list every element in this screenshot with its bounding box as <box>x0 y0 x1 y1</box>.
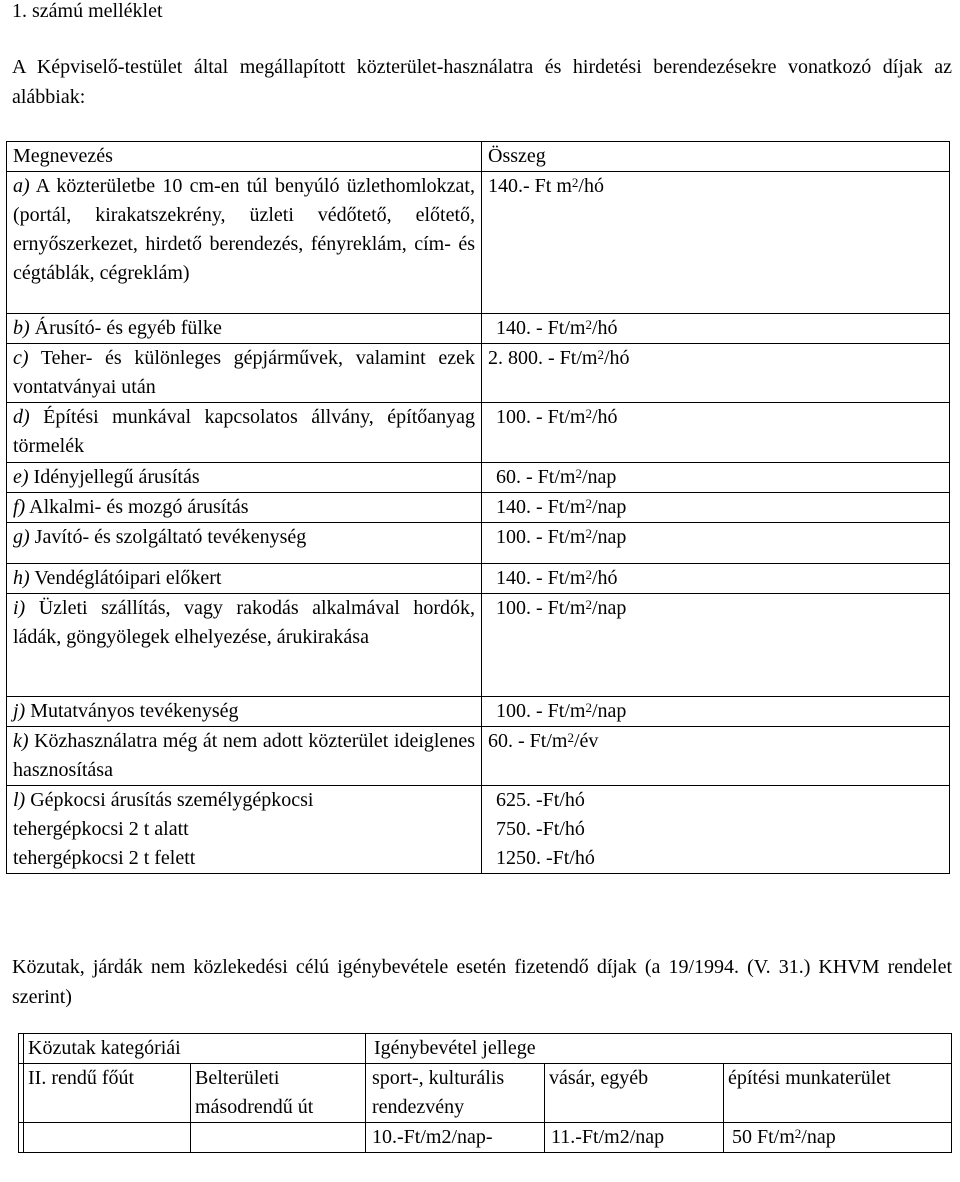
row-text: A közterületbe 10 cm-en túl benyúló üzlethomlokzat, (portál, kirakatszekrény, üzleti védőtető, előtető, ernyőszerkezet, hirdető berendezés, fényreklám, cím- és cégtáblák, cégreklám) <box>13 175 475 284</box>
table-row: j) Mutatványos tevékenység 100. - $Ft/m^2$/nap <box>7 697 950 727</box>
table-row: c) Teher- és különleges gépjárművek, valamint ezek vontatványai után 2. 800. - $Ft/m^2/hó$ <box>7 344 950 403</box>
roads-table-header <box>19 1034 952 1064</box>
table-row: b) Árusító- és egyéb fülke 140. - $Ft/m^2/hó$ <box>7 314 950 344</box>
table-row: a) A közterületbe 10 cm-en túl benyúló üzlethomlokzat, (portál, kirakatszekrény, üzleti védőtető, előtető, ernyőszerkezet, hirdető berendezés, fényreklám, cím- és cégtáblák, cégreklám) 140.- Ft $m^2/hó$ <box>7 172 950 314</box>
table-row: g) Javító- és szolgáltató tevékenység 100. - $Ft/m^2$/nap <box>7 523 950 564</box>
table-row: h) Vendéglátóipari előkert 140. - $Ft/m^2/hó$ <box>7 564 950 594</box>
table-row: e) Idényjellegű árusítás 60. - $Ft/m^2$/nap <box>7 463 950 493</box>
usage-cell: építési munkaterület <box>724 1064 952 1123</box>
table-row <box>19 1064 952 1123</box>
annex-header: 1. számú melléklet <box>12 0 163 22</box>
table-row <box>19 1123 952 1153</box>
table-row: k) Közhasználatra még át nem adott közterület ideiglenes hasznosítása 60. - $Ft/m^2/év$ <box>7 727 950 786</box>
row-amount: 140.- Ft m <box>488 175 572 197</box>
intro-paragraph: A Képviselő-testület által megállapított közterület-használatra és hirdetési berendezésekre vonatkozó díjak az alábbiak: <box>12 56 952 108</box>
category-cell: Belterületi másodrendű út <box>191 1064 366 1123</box>
category-cell: II. rendű főút <box>24 1064 191 1123</box>
col-amount-header: Összeg <box>482 142 950 172</box>
fee-cell: 11.-Ft/m2/nap <box>545 1123 724 1153</box>
roads-table <box>18 1033 952 1153</box>
row-letter: a) <box>13 175 30 197</box>
col-category-header: Közutak kategóriái <box>24 1034 366 1064</box>
table-row: f) Alkalmi- és mozgó árusítás 140. - $Ft/m^2$/nap <box>7 493 950 523</box>
col-name-header: Megnevezés <box>7 142 482 172</box>
fee-table <box>6 141 950 874</box>
fee-cell: 10.-Ft/m2/nap- <box>366 1123 545 1153</box>
usage-cell: sport-, kulturális rendezvény <box>366 1064 545 1123</box>
usage-cell: vásár, egyéb <box>545 1064 724 1123</box>
table-row: l) Gépkocsi árusítás személygépkocsi tehergépkocsi 2 t alatt tehergépkocsi 2 t felett 625. -Ft/hó 750. -Ft/hó 1250. -Ft/hó <box>7 786 950 874</box>
table-row: d) Építési munkával kapcsolatos állvány, építőanyag törmelék 100. - $Ft/m^2/hó$ <box>7 403 950 463</box>
table-row: i) Üzleti szállítás, vagy rakodás alkalmával hordók, ládák, göngyölegek elhelyezése, árukirakása 100. - $Ft/m^2$/nap <box>7 594 950 697</box>
roads-intro-paragraph: Közutak, járdák nem közlekedési célú igénybevétele esetén fizetendő díjak (a 19/1994. (V. 31.) KHVM rendelet szerint) <box>12 956 952 1008</box>
fee-table-header <box>7 142 950 172</box>
fee-cell: 50 $Ft/m^2$/nap <box>724 1123 952 1153</box>
col-usage-header: Igénybevétel jellege <box>366 1034 952 1064</box>
